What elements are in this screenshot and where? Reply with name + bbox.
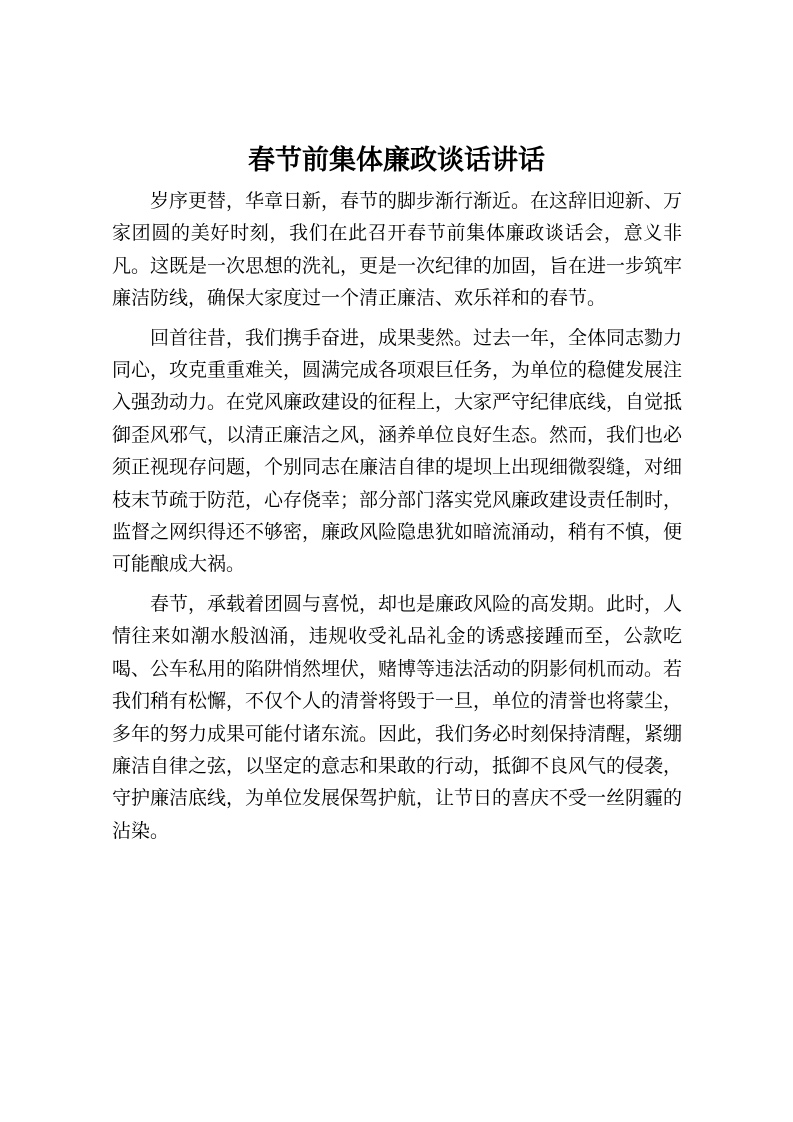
- paragraph-2: 回首往昔，我们携手奋进，成果斐然。过去一年，全体同志勠力同心，攻克重重难关，圆满完成各项艰巨任务，为单位的稳健发展注入强劲动力。在党风廉政建设的征程上，大家严守纪律底线，自觉抵御歪风邪气，以清正廉洁之风，涵养单位良好生态。然而，我们也必须正视现存问题，个别同志在廉洁自律的堤坝上出现细微裂缝，对细枝末节疏于防范，心存侥幸；部分部门落实党风廉政建设责任制时，监督之网织得还不够密，廉政风险隐患犹如暗流涌动，稍有不慎，便可能酿成大祸。: [112, 326, 683, 576]
- document-body: [112, 185, 682, 854]
- paragraph-1: 岁序更替，华章日新，春节的脚步渐行渐近。在这辞旧迎新、万家团圆的美好时刻，我们在此召开春节前集体廉政谈话会，意义非凡。这既是一次思想的洗礼，更是一次纪律的加固，旨在进一步筑牢廉洁防线，确保大家度过一个清正廉洁、欢乐祥和的春节。: [112, 190, 683, 310]
- document-title: 春节前集体廉政谈话讲话: [248, 145, 545, 176]
- paragraph-3: 春节，承载着团圆与喜悦，却也是廉政风险的高发期。此时，人情往来如潮水般汹涌，违规收受礼品礼金的诱惑接踵而至，公款吃喝、公车私用的陷阱悄然埋伏，赌博等违法活动的阴影伺机而动。若我们稍有松懈，不仅个人的清誉将毁于一旦，单位的清誉也将蒙尘，多年的努力成果可能付诸东流。因此，我们务必时刻保持清醒，紧绷廉洁自律之弦，以坚定的意志和果敢的行动，抵御不良风气的侵袭，守护廉洁底线，为单位发展保驾护航，让节日的喜庆不受一丝阴霾的沾染。: [112, 592, 683, 842]
